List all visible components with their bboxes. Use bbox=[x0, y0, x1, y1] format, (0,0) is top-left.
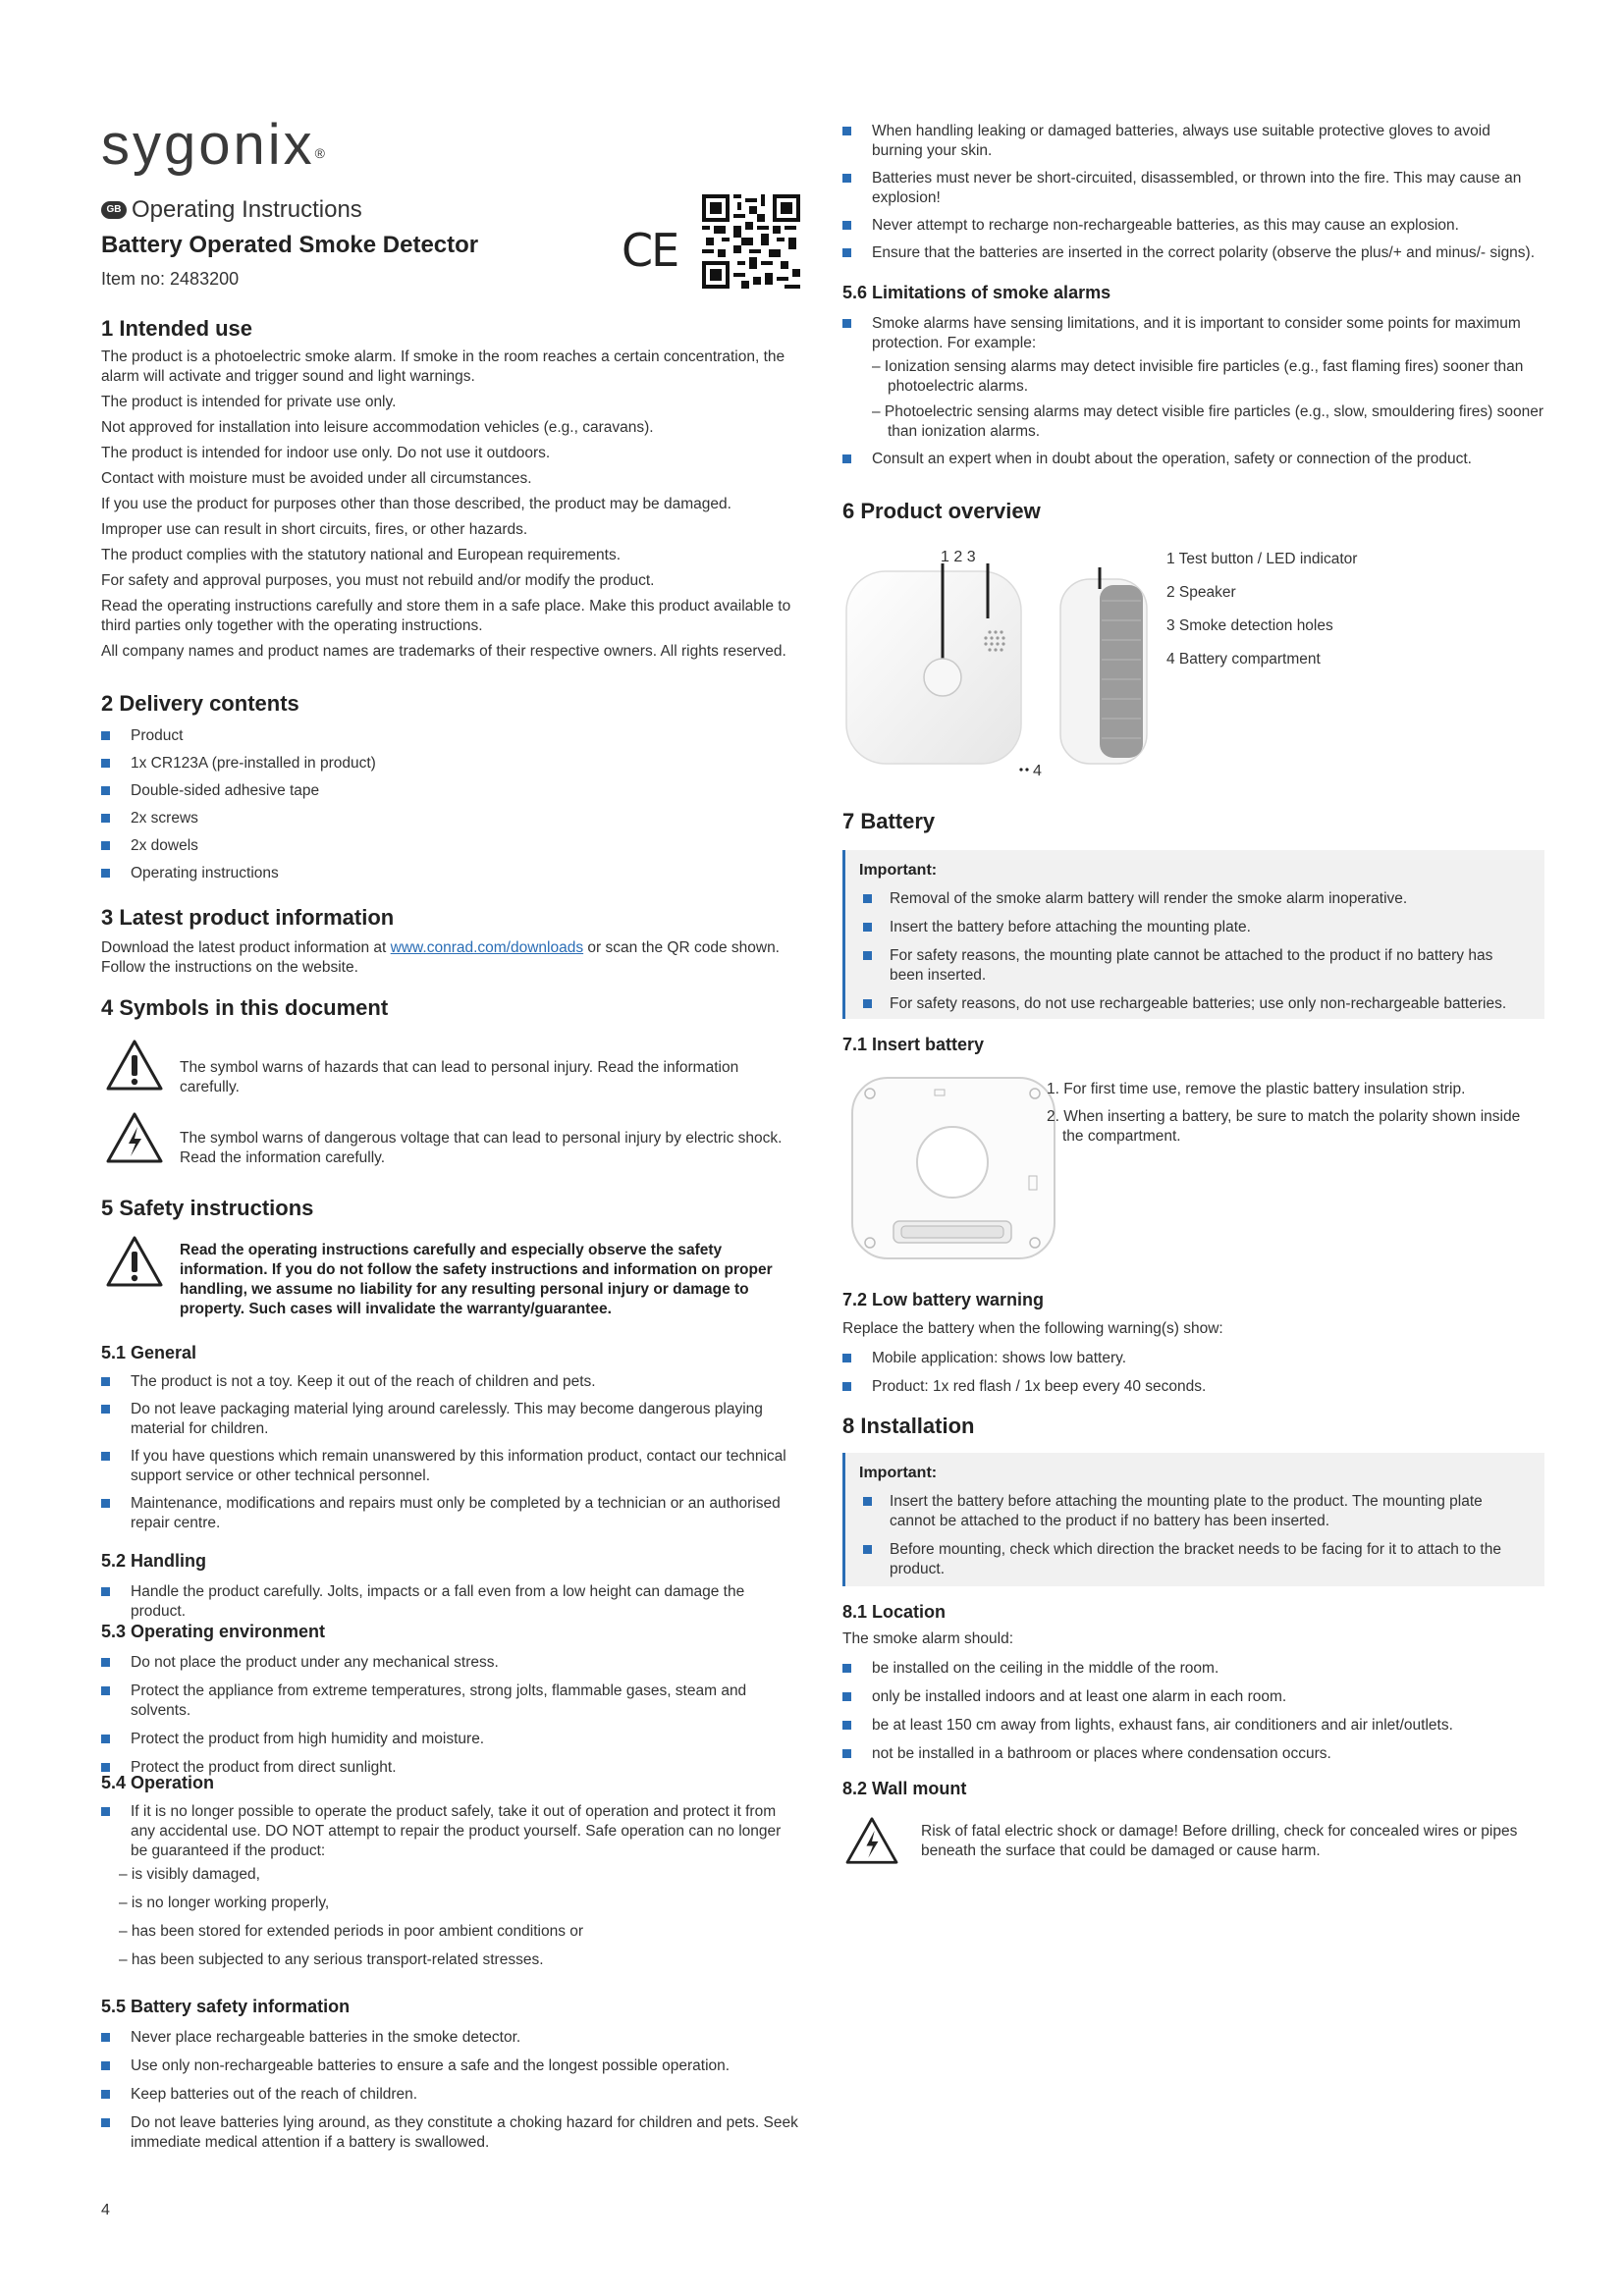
delivery-contents-list bbox=[101, 726, 800, 883]
sub-item: – is no longer working properly, bbox=[119, 1895, 330, 1911]
step-item: 2. When inserting a battery, be sure to match the polarity shown inside the compartment. bbox=[1047, 1108, 1521, 1145]
list-item: For safety reasons, the mounting plate cannot be attached to the product if no battery has been inserted. bbox=[863, 946, 1531, 986]
list-item: Handle the product carefully. Jolts, impacts or a fall even from a low height can damage the product. bbox=[101, 1582, 800, 1622]
paragraph: The product is intended for indoor use only. Do not use it outdoors. bbox=[101, 445, 551, 461]
subsection-heading-operating-environment: 5.3 Operating environment bbox=[101, 1622, 326, 1641]
callout-numbers-top: 1 2 3 bbox=[941, 549, 976, 565]
list-item: be installed on the ceiling in the middle of the room. bbox=[842, 1659, 1544, 1679]
intended-use-body bbox=[101, 347, 800, 662]
warning-triangle-icon bbox=[105, 1235, 164, 1288]
location-intro: The smoke alarm should: bbox=[842, 1630, 1014, 1647]
list-item: Use only non-rechargeable batteries to ensure a safe and the longest possible operation. bbox=[101, 2056, 800, 2076]
list-item: Double-sided adhesive tape bbox=[101, 781, 800, 801]
sub-item: – has been subjected to any serious transport-related stresses. bbox=[119, 1951, 544, 1968]
electric-shock-icon bbox=[844, 1816, 899, 1865]
list-item: Ensure that the batteries are inserted in the correct polarity (observe the plus/+ and minus/- signs). bbox=[842, 243, 1544, 263]
list-item: Consult an expert when in doubt about the operation, safety or connection of the product. bbox=[842, 450, 1544, 469]
general-list bbox=[101, 1372, 800, 1533]
list-item: not be installed in a bathroom or places where condensation occurs. bbox=[842, 1744, 1544, 1764]
list-item: For safety reasons, do not use rechargeable batteries; use only non-rechargeable batteries. bbox=[863, 994, 1531, 1014]
important-label: Important: bbox=[859, 862, 938, 879]
paragraph: For safety and approval purposes, you must not rebuild and/or modify the product. bbox=[101, 572, 655, 589]
sub-item: – Ionization sensing alarms may detect invisible fire particles (e.g., fast flaming fires) sooner than photoelectric alarms. bbox=[872, 358, 1524, 395]
page-title: Battery Operated Smoke Detector bbox=[101, 232, 479, 258]
brand-logo: sygonix® bbox=[101, 113, 328, 177]
legend-item: 1 Test button / LED indicator bbox=[1166, 551, 1358, 567]
list-item: Product bbox=[101, 726, 800, 746]
warning-triangle-icon bbox=[105, 1039, 164, 1092]
paragraph: All company names and product names are trademarks of their respective owners. All rights reserved. bbox=[101, 643, 786, 660]
battery-important-box bbox=[842, 850, 1544, 1019]
product-overview-image bbox=[842, 542, 1166, 789]
list-item: only be installed indoors and at least one alarm in each room. bbox=[842, 1687, 1544, 1707]
subsection-heading-insert-battery: 7.1 Insert battery bbox=[842, 1035, 985, 1054]
operation-list bbox=[101, 1802, 800, 1970]
subsection-heading-wall-mount: 8.2 Wall mount bbox=[842, 1779, 967, 1798]
latest-info-text bbox=[101, 938, 800, 978]
list-item: When handling leaking or damaged batteries, always use suitable protective gloves to avoid burning your skin. bbox=[842, 122, 1544, 161]
list-item: Maintenance, modifications and repairs must only be completed by a technician or an authorised repair centre. bbox=[101, 1494, 800, 1533]
voltage-symbol-text: The symbol warns of dangerous voltage that can lead to personal injury by electric shock. Read the information carefully. bbox=[180, 1130, 783, 1166]
list-item: Never attempt to recharge non-rechargeable batteries, as this may cause an explosion. bbox=[842, 216, 1544, 236]
warning-symbol-text: The symbol warns of hazards that can lead to personal injury. Read the information carefully. bbox=[180, 1059, 739, 1095]
legend-item: 2 Speaker bbox=[1166, 584, 1236, 601]
latest-info-text-before: Download the latest product information at bbox=[101, 939, 391, 956]
section-heading-symbols: 4 Symbols in this document bbox=[101, 995, 389, 1020]
legend-item: 4 Battery compartment bbox=[1166, 651, 1321, 667]
location-list bbox=[842, 1659, 1544, 1764]
list-item: Insert the battery before attaching the mounting plate. bbox=[863, 918, 1531, 937]
list-item: Mobile application: shows low battery. bbox=[842, 1349, 1544, 1368]
section-heading-latest-info: 3 Latest product information bbox=[101, 905, 395, 930]
section-heading-intended-use: 1 Intended use bbox=[101, 316, 253, 341]
qr-code-icon bbox=[702, 194, 800, 289]
paragraph: The product is intended for private use only. bbox=[101, 394, 397, 410]
downloads-link[interactable]: www.conrad.com/downloads bbox=[390, 939, 584, 956]
wall-mount-warning: Risk of fatal electric shock or damage! Before drilling, check for concealed wires or pipes beneath the surface that could be damaged or cause harm. bbox=[921, 1823, 1518, 1859]
doc-type-row bbox=[101, 196, 362, 224]
list-item: Do not leave packaging material lying around carelessly. This may become dangerous playing material for children. bbox=[101, 1400, 800, 1439]
paragraph: The product complies with the statutory national and European requirements. bbox=[101, 547, 622, 563]
paragraph: The product is a photoelectric smoke alarm. If smoke in the room reaches a certain concentration, the alarm will activate and trigger sound and light warnings. bbox=[101, 348, 785, 385]
list-item: The product is not a toy. Keep it out of the reach of children and pets. bbox=[101, 1372, 800, 1392]
handling-list bbox=[101, 1582, 800, 1622]
list-item: Never place rechargeable batteries in the smoke detector. bbox=[101, 2028, 800, 2048]
list-item: Protect the product from high humidity and moisture. bbox=[101, 1730, 800, 1749]
important-label: Important: bbox=[859, 1465, 938, 1481]
list-item: be at least 150 cm away from lights, exhaust fans, air conditioners and air inlet/outlets. bbox=[842, 1716, 1544, 1735]
installation-important-box bbox=[842, 1453, 1544, 1586]
section-heading-battery: 7 Battery bbox=[842, 809, 936, 833]
sub-item: – Photoelectric sensing alarms may detect visible fire particles (e.g., slow, smouldering fires) sooner than ionization alarms. bbox=[872, 403, 1544, 440]
list-item: 2x dowels bbox=[101, 836, 800, 856]
list-item: Keep batteries out of the reach of children. bbox=[101, 2085, 800, 2105]
section-heading-safety: 5 Safety instructions bbox=[101, 1196, 314, 1220]
subsection-heading-handling: 5.2 Handling bbox=[101, 1551, 207, 1571]
callout-number-bottom: 4 bbox=[1033, 763, 1042, 779]
battery-insert-image bbox=[846, 1072, 1060, 1264]
list-item: Product: 1x red flash / 1x beep every 40 seconds. bbox=[842, 1377, 1544, 1397]
list-item: 2x screws bbox=[101, 809, 800, 828]
subsection-heading-location: 8.1 Location bbox=[842, 1602, 947, 1622]
paragraph: Not approved for installation into leisure accommodation vehicles (e.g., caravans). bbox=[101, 419, 654, 436]
low-battery-intro: Replace the battery when the following warning(s) show: bbox=[842, 1320, 1223, 1337]
electric-shock-icon bbox=[105, 1111, 164, 1164]
section-heading-delivery-contents: 2 Delivery contents bbox=[101, 691, 299, 716]
doc-type: Operating Instructions bbox=[132, 196, 362, 223]
product-overview-legend bbox=[1166, 550, 1544, 669]
subsection-heading-low-battery: 7.2 Low battery warning bbox=[842, 1290, 1045, 1309]
legend-item: 3 Smoke detection holes bbox=[1166, 617, 1333, 634]
list-item: Protect the product from direct sunlight. bbox=[101, 1758, 800, 1778]
sub-item: – has been stored for extended periods in poor ambient conditions or bbox=[119, 1923, 584, 1940]
list-item: Do not place the product under any mechanical stress. bbox=[101, 1653, 800, 1673]
country-badge: GB bbox=[101, 201, 127, 219]
paragraph: Contact with moisture must be avoided under all circumstances. bbox=[101, 470, 532, 487]
latest-info-text-after: or scan the QR code shown. Follow the instructions on the website. bbox=[101, 939, 780, 976]
list-item: Do not leave batteries lying around, as they constitute a choking hazard for children and pets. Seek immediate medical attention if a battery is swallowed. bbox=[101, 2113, 800, 2153]
subsection-heading-operation: 5.4 Operation bbox=[101, 1773, 215, 1792]
list-item: If you have questions which remain unanswered by this information product, contact our technical support service or other technical personnel. bbox=[101, 1447, 800, 1486]
paragraph: Read the operating instructions carefully and store them in a safe place. Make this product available to third parties only together with the operating instructions. bbox=[101, 598, 791, 634]
insert-battery-steps bbox=[1039, 1080, 1544, 1147]
subsection-heading-limitations: 5.6 Limitations of smoke alarms bbox=[842, 283, 1111, 302]
limitations-list bbox=[842, 314, 1544, 469]
page-number: 4 bbox=[101, 2202, 110, 2218]
installation-important-list bbox=[863, 1492, 1531, 1579]
list-item: If it is no longer possible to operate the product safely, take it out of operation and protect it from any accidental use. DO NOT attempt to repair the product yourself. Safe operation can no longer be guaranteed if the product: bbox=[101, 1802, 800, 1861]
ce-mark: CE bbox=[622, 224, 678, 277]
paragraph: If you use the product for purposes other than those described, the product may be damaged. bbox=[101, 496, 731, 512]
list-item: Operating instructions bbox=[101, 864, 800, 883]
item-number: Item no: 2483200 bbox=[101, 269, 240, 289]
subsection-heading-battery-safety: 5.5 Battery safety information bbox=[101, 1997, 351, 2016]
list-item: Batteries must never be short-circuited, disassembled, or thrown into the fire. This may cause an explosion! bbox=[842, 169, 1544, 208]
section-heading-installation: 8 Installation bbox=[842, 1414, 975, 1438]
paragraph: Improper use can result in short circuits, fires, or other hazards. bbox=[101, 521, 528, 538]
list-item: Insert the battery before attaching the mounting plate to the product. The mounting plate cannot be attached to the product if no battery has been inserted. bbox=[863, 1492, 1531, 1531]
list-item: Protect the appliance from extreme temperatures, strong jolts, flammable gases, steam and solvents. bbox=[101, 1682, 800, 1721]
battery-safety-list-continued bbox=[842, 122, 1544, 263]
low-battery-list bbox=[842, 1349, 1544, 1397]
step-item: 1. For first time use, remove the plastic battery insulation strip. bbox=[1047, 1081, 1466, 1097]
operating-environment-list bbox=[101, 1653, 800, 1778]
list-item: Removal of the smoke alarm battery will render the smoke alarm inoperative. bbox=[863, 889, 1531, 909]
subsection-heading-general: 5.1 General bbox=[101, 1343, 197, 1362]
battery-important-list bbox=[863, 889, 1531, 1014]
list-item: Before mounting, check which direction the bracket needs to be facing for it to attach to the product. bbox=[863, 1540, 1531, 1579]
battery-safety-list bbox=[101, 2028, 800, 2153]
sub-item: – is visibly damaged, bbox=[119, 1866, 260, 1883]
safety-intro: Read the operating instructions carefully and especially observe the safety information. If you do not follow the safety instructions and information on proper handling, we assume no liability for any resulting personal injury or damage to property. Such cases will invalidate the warranty/guarantee. bbox=[180, 1242, 773, 1317]
section-heading-product-overview: 6 Product overview bbox=[842, 499, 1041, 523]
list-item: Smoke alarms have sensing limitations, and it is important to consider some points for maximum protection. For example: bbox=[842, 314, 1544, 353]
list-item: 1x CR123A (pre-installed in product) bbox=[101, 754, 800, 774]
